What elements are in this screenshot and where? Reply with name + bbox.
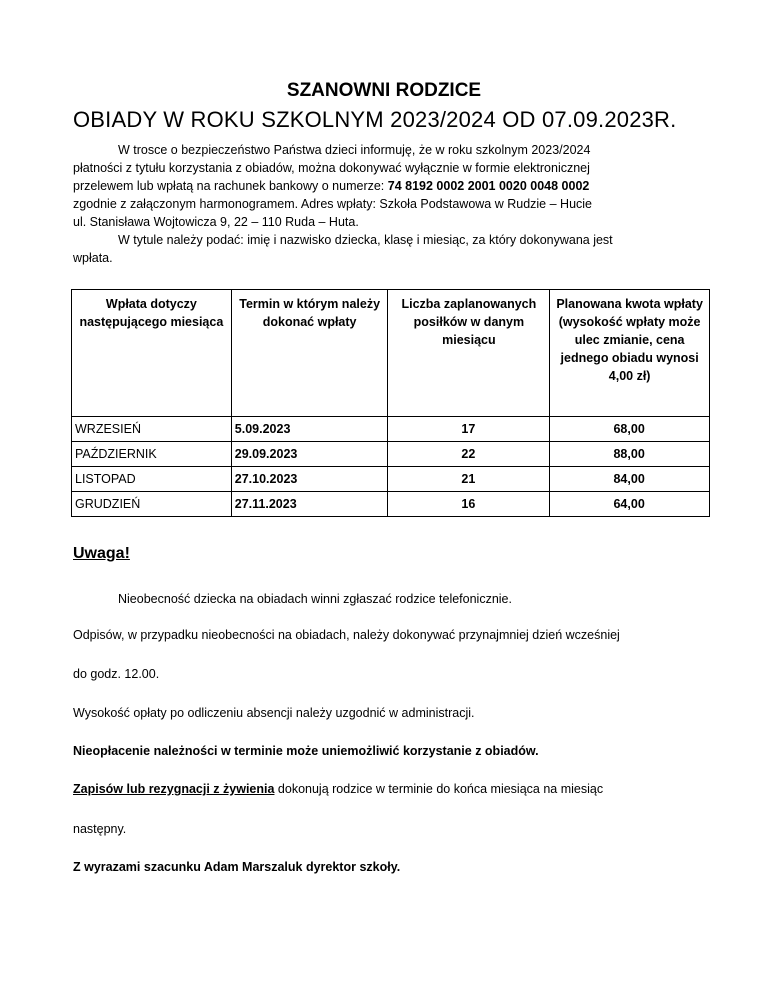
col-header-meals: Liczba zaplanowanych posiłków w danym miesiącu — [388, 290, 550, 417]
note-deadline-time: do godz. 12.00. — [73, 667, 160, 681]
intro-line: W tytule należy podać: imię i nazwisko dziecka, klasę i miesiąc, za który dokonywana jest — [118, 233, 613, 247]
cell-meals: 17 — [388, 417, 550, 442]
intro-line — [73, 177, 703, 195]
cell-deadline: 27.10.2023 — [231, 467, 388, 492]
note-fee-adjustment: Wysokość opłaty po odliczeniu absencji należy uzgodnić w administracji. — [73, 706, 475, 720]
cell-amount: 84,00 — [550, 467, 710, 492]
intro-line: wpłata. — [73, 251, 113, 265]
intro-line: płatności z tytułu korzystania z obiadów, można dokonywać wyłącznie w formie elektronicznej — [73, 161, 590, 175]
notice-heading: Uwaga! — [73, 545, 130, 562]
cell-amount: 68,00 — [550, 417, 710, 442]
cell-deadline: 27.11.2023 — [231, 492, 388, 517]
intro-line: ul. Stanisława Wojtowicza 9, 22 – 110 Ruda – Huta. — [73, 215, 359, 229]
cell-meals: 21 — [388, 467, 550, 492]
cell-amount: 88,00 — [550, 442, 710, 467]
note-deductions: Odpisów, w przypadku nieobecności na obiadach, należy dokonywać przynajmniej dzień wcześniej — [73, 628, 620, 642]
cell-meals: 22 — [388, 442, 550, 467]
cell-amount: 64,00 — [550, 492, 710, 517]
bank-account-number: 74 8192 0002 2001 0020 0048 0002 — [387, 179, 590, 193]
cell-month: LISTOPAD — [72, 467, 232, 492]
signature: Z wyrazami szacunku Adam Marszaluk dyrektor szkoły. — [73, 860, 401, 874]
intro-line: zgodnie z załączonym harmonogramem. Adres wpłaty: Szkoła Podstawowa w Rudzie – Hucie — [73, 197, 592, 211]
enrollment-text: dokonują rodzice w terminie do końca miesiąca na miesiąc — [274, 782, 604, 796]
table-row — [72, 492, 710, 517]
cell-month: GRUDZIEŃ — [72, 492, 232, 517]
note-absence-report: Nieobecność dziecka na obiadach winni zgłaszać rodzice telefonicznie. — [118, 592, 512, 606]
note-enrollment — [73, 782, 603, 796]
col-header-deadline: Termin w którym należy dokonać wpłaty — [231, 290, 388, 417]
page-title: SZANOWNI RODZICE — [286, 80, 482, 101]
payment-schedule-table — [71, 289, 710, 517]
intro-text: przelewem lub wpłatą na rachunek bankowy o numerze: — [73, 179, 388, 193]
col-header-amount: Planowana kwota wpłaty (wysokość wpłaty może ulec zmianie, cena jednego obiadu wynosi 4,00 zł) — [550, 290, 710, 417]
cell-meals: 16 — [388, 492, 550, 517]
cell-month: WRZESIEŃ — [72, 417, 232, 442]
table-header-row — [72, 290, 710, 417]
cell-deadline: 5.09.2023 — [231, 417, 388, 442]
note-nonpayment-warning: Nieopłacenie należności w terminie może uniemożliwić korzystanie z obiadów. — [73, 744, 539, 758]
table-row — [72, 467, 710, 492]
intro-line: W trosce o bezpieczeństwo Państwa dzieci informuję, że w roku szkolnym 2023/2024 — [118, 143, 591, 157]
cell-month: PAŹDZIERNIK — [72, 442, 232, 467]
intro-paragraph — [73, 141, 703, 267]
note-enrollment-cont: następny. — [73, 822, 127, 836]
col-header-month: Wpłata dotyczy następującego miesiąca — [72, 290, 232, 417]
cell-deadline: 29.09.2023 — [231, 442, 388, 467]
enrollment-emphasis: Zapisów lub rezygnacji z żywienia — [73, 782, 275, 796]
table-row — [72, 417, 710, 442]
page-subtitle: OBIADY W ROKU SZKOLNYM 2023/2024 OD 07.09.2023R. — [73, 107, 677, 132]
table-row — [72, 442, 710, 467]
